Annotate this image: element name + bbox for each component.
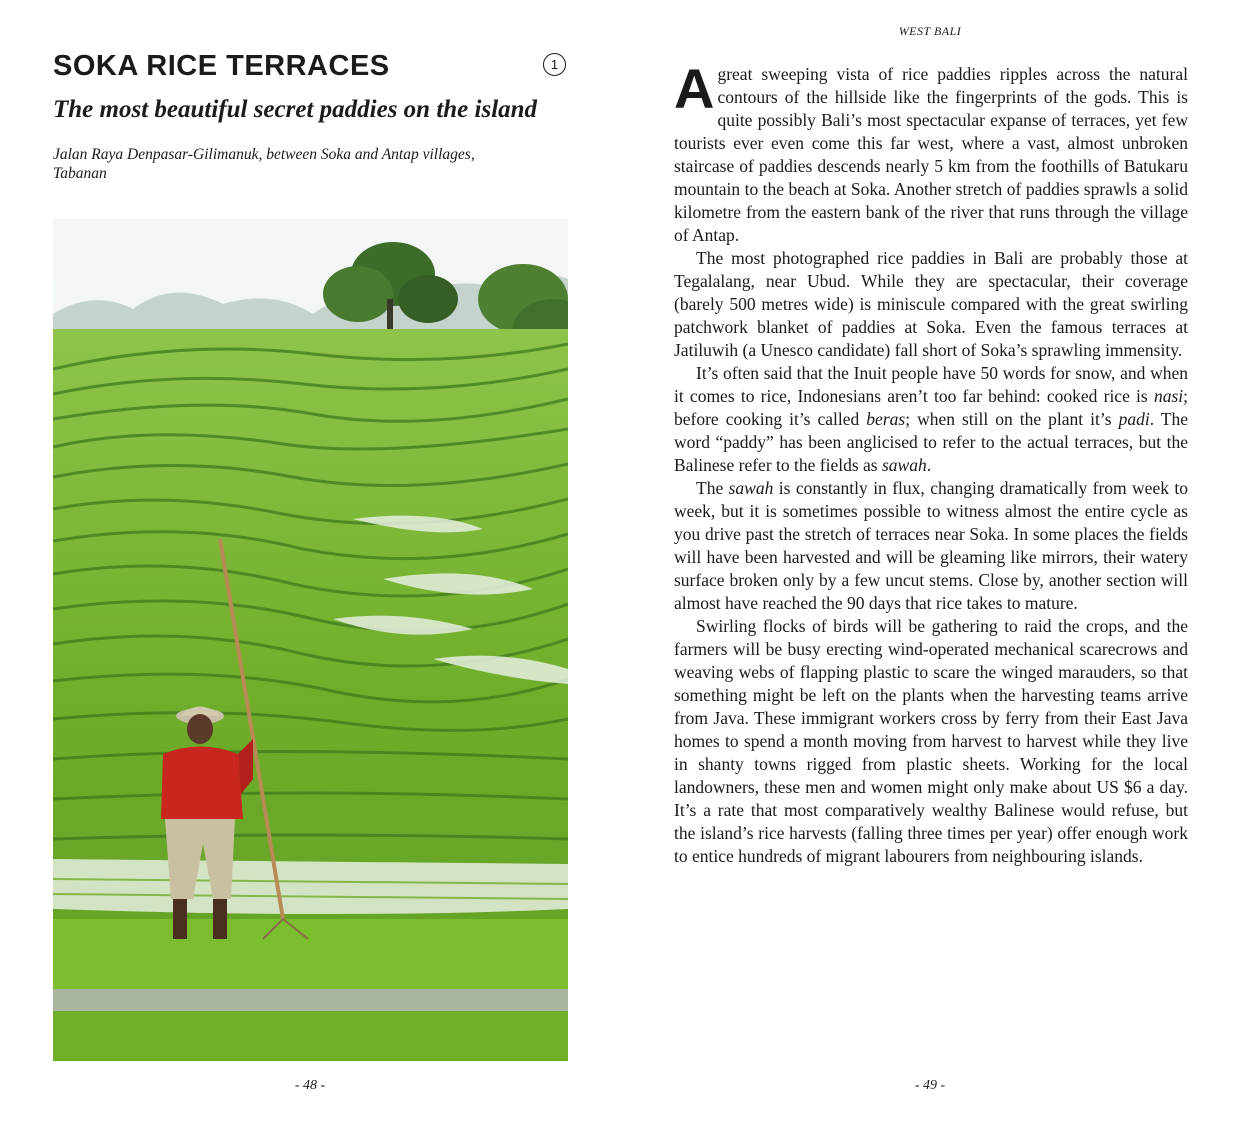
page-subtitle: The most beautiful secret paddies on the island	[53, 96, 538, 123]
drop-cap: A	[674, 57, 715, 120]
paragraph: It’s often said that the Inuit people have 50 words for snow, and when it comes to rice, Indonesians aren’t too far behind: cooked rice is nasi; before cooking it’s called beras; when still on the plant it’s padi. The word “paddy” has been anglicised to refer to the actual terraces, but the Balinese refer to the fields as sawah.	[674, 363, 1188, 475]
rice-terrace-photo	[53, 219, 568, 1061]
location-address: Jalan Raya Denpasar-Gilimanuk, between Soka and Antap villages, Tabanan	[53, 146, 475, 182]
paragraph: The sawah is constantly in flux, changing dramatically from week to week, but it is sometimes possible to witness almost the entire cycle as you drive past the stretch of terraces near Soka. In some places the fields will have been harvested and will be gleaming like mirrors, their watery surface broken only by a few uncut stems. Close by, another section will almost have reached the 90 days that rice takes to mature.	[674, 478, 1188, 613]
page-number: - 48 -	[294, 1078, 326, 1093]
left-page	[0, 0, 620, 1123]
paragraph: The most photographed rice paddies in Bali are probably those at Tegalalang, near Ubud. While they are spectacular, their coverage (barely 500 metres wide) is miniscule compared with the great swirling patchwork blanket of paddies at Soka. Even the famous terraces at Jatiluwih (a Unesco candidate) fall short of Soka’s sprawling immensity.	[674, 248, 1188, 360]
right-page	[620, 0, 1241, 1123]
article-body	[674, 57, 1188, 868]
page-title: SOKA RICE TERRACES	[53, 50, 390, 82]
page-number: - 49 -	[914, 1078, 946, 1093]
paragraph: Swirling flocks of birds will be gathering to raid the crops, and the farmers will be busy erecting wind-operated mechanical scarecrows and weaving webs of flapping plastic to scare the winged marauders, so that something might be left on the plants when the harvesting teams arrive from Java. These immigrant workers cross by ferry from their East Java homes to spend a month moving from harvest to harvest while they live in shanty towns rigged from plastic sheets. Working for the local landowners, these men and women might only make about US $6 a day. It’s a rate that most comparatively wealthy Balinese would refuse, but the island’s rice harvests (falling three times per year) offer enough work to entice hundreds of migrant labourers from neighbouring islands.	[674, 616, 1188, 866]
entry-number-badge: 1	[543, 53, 566, 76]
running-head: WEST BALI	[898, 24, 962, 38]
paragraph: A great sweeping vista of rice paddies ripples across the natural contours of the hillside like the fingerprints of the gods. This is quite possibly Bali’s most spectacular expanse of terraces, yet few tourists ever even come this far west, where a vast, almost unbroken staircase of paddies descends nearly 5 km from the foothills of Batukaru mountain to the beach at Soka. Another stretch of paddies sprawls a solid kilometre from the eastern bank of the river that runs through the village of Antap.	[674, 57, 1188, 245]
